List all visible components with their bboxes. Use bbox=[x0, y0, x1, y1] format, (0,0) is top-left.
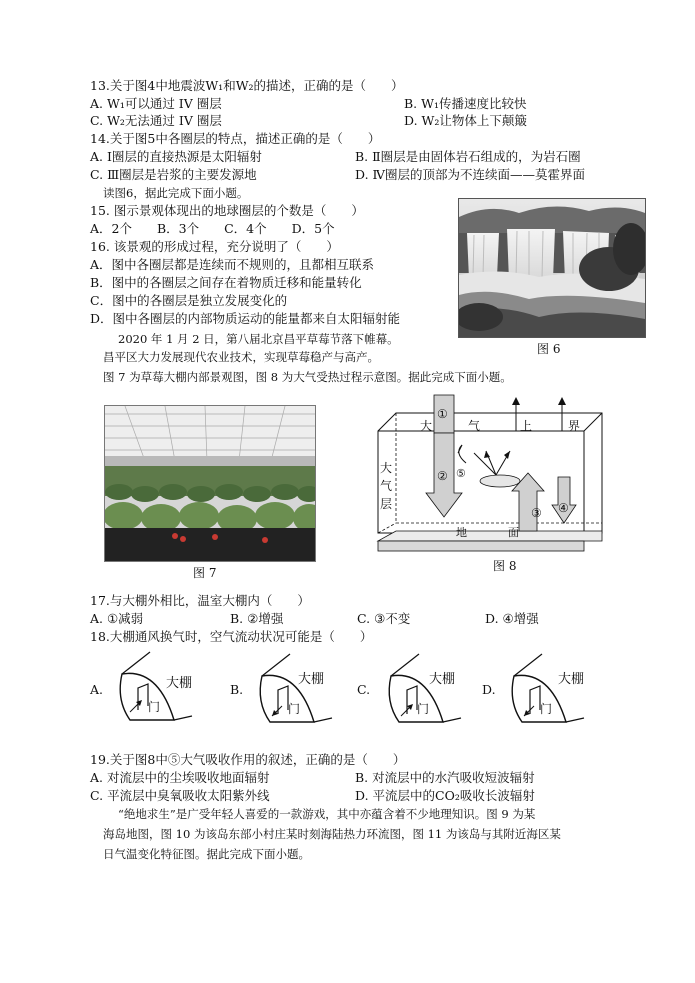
fig8-top-char-4: 界 bbox=[568, 419, 581, 433]
q18-option-c-diagram bbox=[355, 650, 480, 730]
fig8-side-char-1: 大 bbox=[380, 461, 393, 475]
fig8-side-char-3: 层 bbox=[380, 497, 393, 511]
fig7-intro-line1: 2020 年 1 月 2 日，第八届北京昌平草莓节落下帷幕。 bbox=[118, 332, 399, 346]
q18-option-b-diagram bbox=[228, 650, 348, 730]
q18-option-d-door-label: 门 bbox=[540, 702, 553, 716]
fig6-intro: 读图6，据此完成下面小题。 bbox=[103, 186, 249, 200]
q14-option-d: D. Ⅳ圈层的顶部为不连续面——莫霍界面 bbox=[355, 167, 586, 182]
fig8-ground-char-1: 地 bbox=[456, 526, 467, 539]
fig9-intro-line1: “绝地求生”是广受年轻人喜爱的一款游戏，其中亦蕴含着不少地理知识。图 9 为某 bbox=[118, 807, 536, 821]
q17-option-d: D. ④增强 bbox=[485, 611, 539, 626]
q16-stem: 16. 该景观的形成过程，充分说明了（ ） bbox=[90, 239, 339, 254]
q18-option-c-shed-label: 大棚 bbox=[429, 672, 456, 687]
fig8-top-char-2: 气 bbox=[468, 419, 481, 433]
q18-option-a-letter: A. bbox=[90, 682, 104, 697]
fig8-label-4: ④ bbox=[558, 501, 569, 515]
q13-option-c: C. W₂无法通过 IV 圈层 bbox=[90, 113, 222, 128]
q18-option-d-diagram bbox=[480, 650, 600, 730]
q17-stem: 17.与大棚外相比，温室大棚内（ ） bbox=[90, 593, 310, 608]
q15-options: A．2个 B．3个 C．4个 D．5个 bbox=[90, 221, 335, 236]
q16-option-a: A．图中各圈层都是连续而不规则的，且都相互联系 bbox=[90, 257, 375, 272]
fig9-intro-line3: 日气温变化特征图。据此完成下面小题。 bbox=[103, 847, 310, 861]
q19-option-b: B. 对流层中的水汽吸收短波辐射 bbox=[355, 770, 535, 785]
q13-option-a: A. W₁可以通过 IV 圈层 bbox=[90, 96, 222, 111]
fig8-caption: 图 8 bbox=[493, 559, 517, 573]
fig8-atmosphere-diagram bbox=[374, 393, 606, 555]
q18-option-c-door-label: 门 bbox=[417, 702, 430, 716]
fig8-top-char-1: 大 bbox=[420, 419, 433, 433]
fig7-caption: 图 7 bbox=[193, 566, 217, 580]
q18-option-c-letter: C. bbox=[357, 682, 371, 697]
fig6-waterfall-photo bbox=[458, 198, 646, 338]
q19-option-a: A. 对流层中的尘埃吸收地面辐射 bbox=[90, 770, 270, 785]
q16-option-c: C．图中的各圈层是独立发展变化的 bbox=[90, 293, 288, 308]
fig7-greenhouse-photo bbox=[104, 405, 316, 562]
q18-option-a-shed-label: 大棚 bbox=[166, 676, 193, 691]
fig7-intro-line2: 昌平区大力发展现代农业技术，实现草莓稳产与高产。 bbox=[103, 350, 379, 364]
q17-option-b: B. ②增强 bbox=[230, 611, 284, 626]
fig8-ground-char-2: 面 bbox=[508, 526, 519, 539]
q17-option-a: A. ①减弱 bbox=[90, 611, 144, 626]
fig9-intro-line2: 海岛地图，图 10 为该岛东部小村庄某时刻海陆热力环流图，图 11 为该岛与其附近海区某 bbox=[103, 827, 561, 841]
q14-option-c: C. Ⅲ圈层是岩浆的主要发源地 bbox=[90, 167, 257, 182]
q18-option-d-shed-label: 大棚 bbox=[558, 672, 585, 687]
q18-option-b-letter: B. bbox=[230, 682, 244, 697]
q18-option-b-shed-label: 大棚 bbox=[298, 672, 325, 687]
q18-stem: 18.大棚通风换气时，空气流动状况可能是（ ） bbox=[90, 629, 373, 644]
fig8-side-char-2: 气 bbox=[380, 479, 393, 493]
q14-option-a: A. Ⅰ圈层的直接热源是太阳辐射 bbox=[90, 149, 262, 164]
q19-option-d: D. 平流层中的CO₂吸收长波辐射 bbox=[355, 788, 535, 803]
q19-stem: 19.关于图8中⑤大气吸收作用的叙述，正确的是（ ） bbox=[90, 752, 406, 767]
q19-option-c: C. 平流层中臭氧吸收太阳紫外线 bbox=[90, 788, 270, 803]
q18-option-a-door-label: 门 bbox=[148, 700, 161, 714]
q14-stem: 14.关于图5中各圈层的特点，描述正确的是（ ） bbox=[90, 131, 381, 146]
q13-option-d: D. W₂让物体上下颠簸 bbox=[404, 113, 527, 128]
q13-option-b: B. W₁传播速度比较快 bbox=[404, 96, 527, 111]
q18-option-b-door-label: 门 bbox=[288, 702, 301, 716]
fig7-intro-line3: 图 7 为草莓大棚内部景观图，图 8 为大气受热过程示意图。据此完成下面小题。 bbox=[103, 370, 512, 384]
q18-option-a-diagram bbox=[88, 650, 208, 730]
q14-option-b: B. Ⅱ圈层是由固体岩石组成的，为岩石圈 bbox=[355, 149, 581, 164]
q17-option-c: C. ③不变 bbox=[357, 611, 411, 626]
q16-option-b: B．图中的各圈层之间存在着物质迁移和能量转化 bbox=[90, 275, 362, 290]
q13-stem: 13.关于图4中地震波W₁和W₂的描述，正确的是（ ） bbox=[90, 78, 404, 93]
fig8-label-5: ⑤ bbox=[456, 467, 466, 480]
fig8-top-char-3: 上 bbox=[520, 419, 533, 433]
q16-option-d: D．图中各圈层的内部物质运动的能量都来自太阳辐射能 bbox=[90, 311, 401, 326]
fig8-label-1: ① bbox=[437, 407, 448, 421]
fig6-caption: 图 6 bbox=[537, 342, 561, 356]
fig8-label-2: ② bbox=[437, 469, 448, 483]
fig8-label-3: ③ bbox=[531, 506, 542, 520]
q15-stem: 15. 图示景观体现出的地球圈层的个数是（ ） bbox=[90, 203, 364, 218]
q18-option-d-letter: D. bbox=[482, 682, 496, 697]
